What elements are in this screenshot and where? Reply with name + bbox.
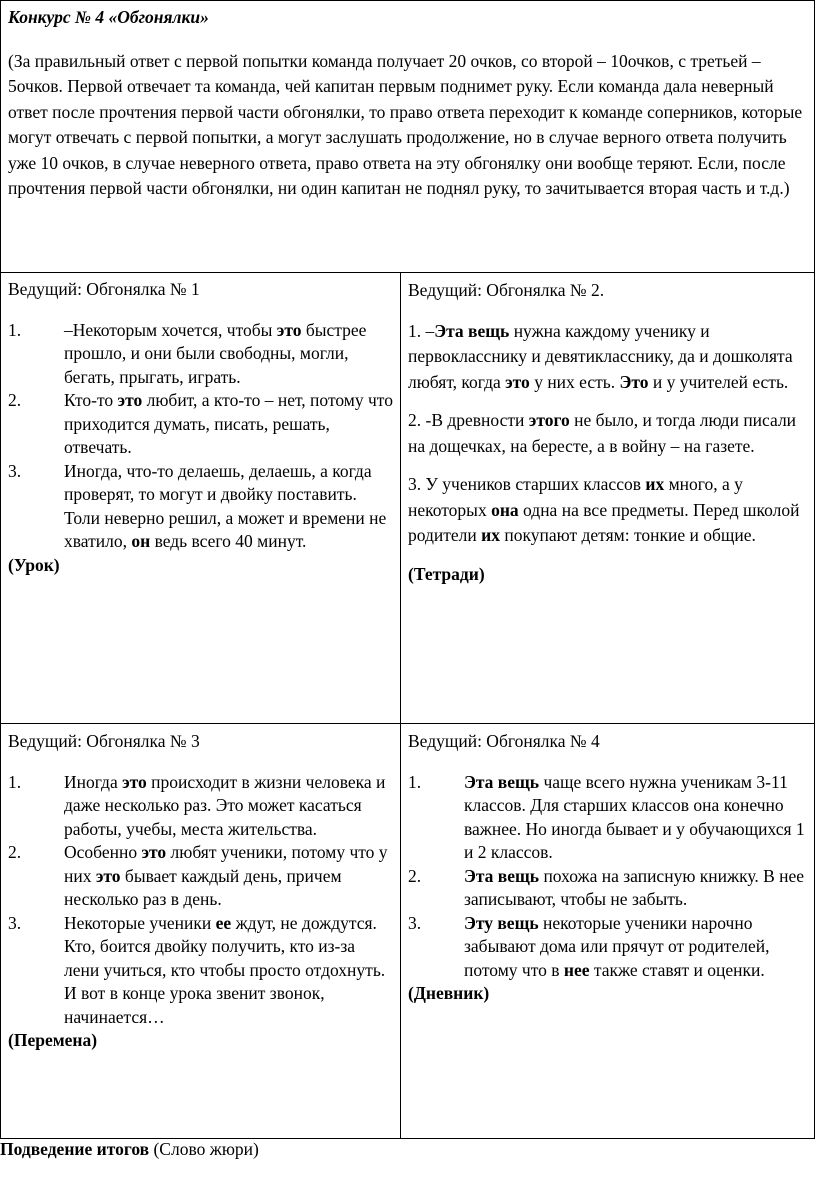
riddle-cell-1 (8, 278, 394, 577)
cell-1-answer: (Урок) (8, 554, 60, 575)
contest-rules: (За правильный ответ с первой попытки команда получает 20 очков, со второй – 10очков, с третьей – 5очков. Первой отвечает та команда, чей капитан первым поднимет руку. Если команда дала неверный ответ после прочтения первой части обгонялки, то право ответа переходит к команде соперников, которые могут отвечать с первой попытки, а могут заслушать продолжение, но в случае верного ответа получить уже 10 очков, в случае неверного ответа, право ответа на эту обгонялку они вообще теряют. Если, после прочтения первой части обгонялки, ни один капитан не поднял руку, то зачитывается вторая часть и т.д.) (8, 50, 803, 198)
cell-3-item-3: 3. Некоторые ученики ее ждут, не дождутся. Кто, боится двойку получить, кто из-за лени учиться, кто чтобы просто отдохнуть. И вот в конце урока звенит звонок, начинается… (8, 912, 386, 1027)
cell-4-item-2: 2. Эта вещь похожа на записную книжку. В нее записывают, чтобы не забыть. (408, 865, 805, 909)
cell-4-item-1: 1. Эта вещь чаще всего нужна ученикам 3-11 классов. Для старших классов она конечно важнее. Но иногда бывает и у обучающихся 1 и 2 классов. (408, 771, 805, 862)
cell-1-item-2: 2. Кто-то это любит, а кто-то – нет, потому что приходится думать, писать, решать, отвечать. (8, 390, 393, 457)
cell-3-heading: Ведущий: Обгонялка № 3 (8, 731, 200, 751)
row-divider-1 (0, 272, 815, 273)
cell-4-heading: Ведущий: Обгонялка № 4 (408, 731, 600, 751)
header-cell (8, 6, 808, 202)
cell-2-item-1: 1. –Эта вещь нужна каждому ученику и первокласснику и девятикласснику, да и дошколята любят, когда это у них есть. Это и у учителей есть. (408, 320, 793, 392)
contest-title: Конкурс № 4 «Обгонялки» (8, 7, 209, 27)
column-divider (400, 272, 401, 1138)
cell-1-heading: Ведущий: Обгонялка № 1 (8, 279, 200, 299)
cell-2-item-3: 3. У учеников старших классов их много, а у некоторых она одна на все предметы. Перед школой родители их покупают детям: тонкие и общие. (408, 474, 800, 545)
cell-2-heading: Ведущий: Обгонялка № 2. (408, 280, 605, 300)
cell-2-item-2: 2. -В древности этого не было, и тогда люди писали на дощечках, на бересте, а в войну – на газете. (408, 410, 797, 456)
cell-3-item-1: 1. Иногда это происходит в жизни человека и даже несколько раз. Это может касаться работы, учебы, места жительства. (8, 771, 386, 839)
riddle-cell-3 (8, 730, 394, 1053)
row-divider-2 (0, 723, 815, 724)
cell-2-answer: (Тетради) (408, 563, 485, 584)
riddle-cell-4 (408, 730, 808, 1006)
cell-4-item-3: 3. Эту вещь некоторые ученики нарочно забывают дома или прячут от родителей, потому что в нее также ставят и оценки. (408, 912, 770, 980)
cell-1-item-3: 3. Иногда, что-то делаешь, делаешь, а когда проверят, то могут и двойку поставить. Толи неверно решил, а может и времени не хватило, он ведь всего 40 минут. (8, 460, 387, 551)
cell-3-item-2: 2. Особенно это любят ученики, потому что у них это бывает каждый день, причем несколько раз в день. (8, 842, 388, 909)
cell-1-item-1: 1. –Некоторым хочется, чтобы это быстрее прошло, и они были свободны, могли, бегать, прыгать, играть. (8, 319, 367, 387)
cell-4-answer: (Дневник) (408, 983, 490, 1003)
riddle-cell-2 (408, 278, 808, 587)
summary-line: Подведение итогов (Слово жюри) (0, 1139, 259, 1159)
cell-3-answer: (Перемена) (8, 1030, 98, 1050)
